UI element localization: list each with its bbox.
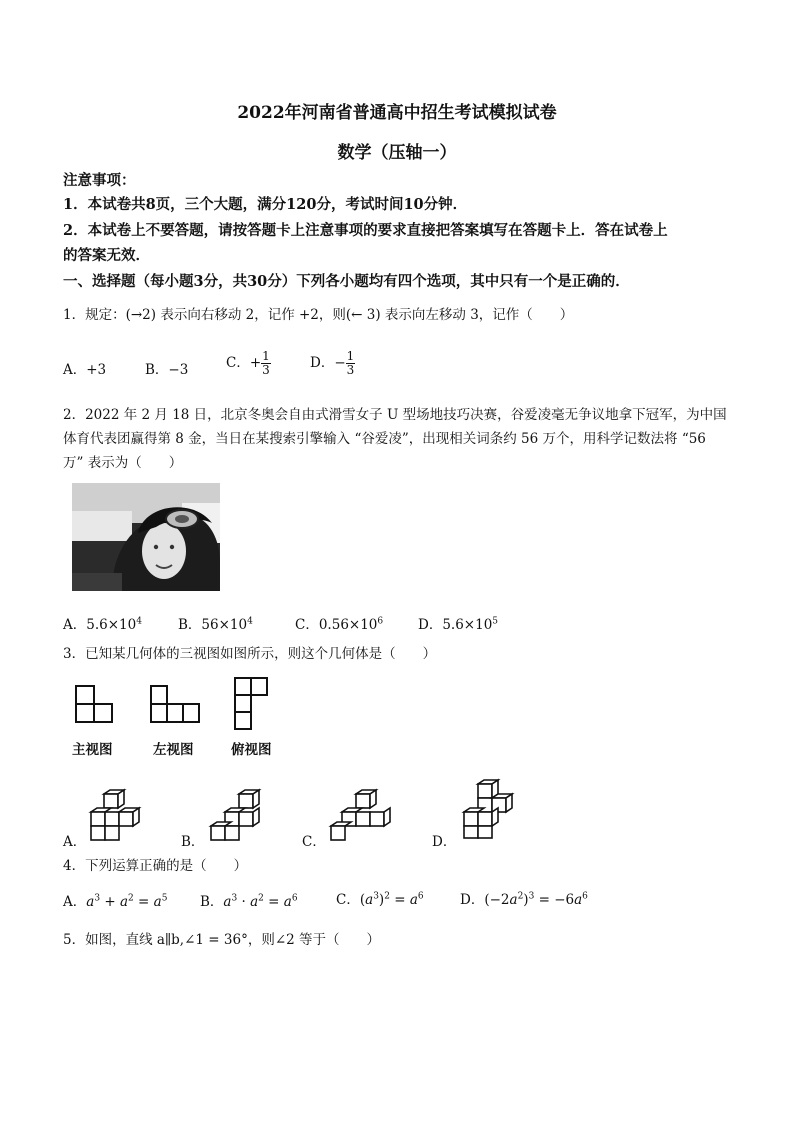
fraction-denominator: 3 bbox=[262, 363, 270, 377]
page-subtitle: 数学（压轴一） bbox=[337, 143, 457, 163]
fraction-denominator: 3 bbox=[346, 363, 355, 377]
q3-option-b-figure bbox=[207, 790, 263, 842]
notice-heading: 注意事项： bbox=[63, 172, 136, 189]
q1-option-d-prefix: D．− bbox=[310, 355, 346, 371]
q1-option-c bbox=[226, 350, 271, 377]
q4-option-d-label: D． bbox=[460, 892, 485, 908]
left-view-label: 左视图 bbox=[153, 742, 194, 758]
front-view-diagram bbox=[74, 684, 114, 724]
q2-option-a bbox=[63, 613, 142, 633]
q4-option-c-label: C． bbox=[336, 892, 360, 908]
question-2-line-3: 万” 表示为（ ） bbox=[63, 455, 183, 471]
q1-option-d-fraction bbox=[346, 350, 356, 377]
q1-option-a: A．+3 bbox=[63, 362, 107, 378]
q3-option-c-label: C． bbox=[302, 834, 326, 850]
skier-photo bbox=[72, 483, 220, 591]
q4-option-b: B．$a^3 \cdot a^2 = a^6$ bbox=[200, 893, 298, 910]
q2-option-b-base: 56×10 bbox=[201, 617, 248, 633]
notice-item-2-line-2: 的答案无效． bbox=[63, 247, 150, 264]
q2-option-a-exponent: 4 bbox=[136, 616, 142, 627]
q2-option-c bbox=[295, 613, 383, 633]
q4-option-a-label: A． bbox=[63, 894, 87, 910]
q4-option-b-label: B． bbox=[200, 894, 224, 910]
q2-option-d-label: D． bbox=[418, 617, 443, 633]
question-3-stem: 3．已知某几何体的三视图如图所示，则这个几何体是（ ） bbox=[63, 646, 437, 662]
fraction-numerator: 1 bbox=[346, 349, 355, 363]
q2-option-c-label: C． bbox=[295, 617, 319, 633]
q2-option-a-base: 5.6×10 bbox=[86, 617, 137, 633]
q2-option-b-exponent: 4 bbox=[247, 616, 253, 627]
q1-option-b: B．−3 bbox=[145, 362, 189, 378]
fraction-numerator: 1 bbox=[262, 349, 270, 363]
q3-option-b-label: B． bbox=[181, 834, 205, 850]
front-view-label: 主视图 bbox=[72, 742, 113, 758]
notice-item-2-line-1: 2．本试卷上不要答题，请按答题卡上注意事项的要求直接把答案填写在答题卡上．答在试卷上 bbox=[63, 222, 668, 239]
q1-option-c-prefix: C．+ bbox=[226, 355, 262, 371]
q2-option-d-base: 5.6×10 bbox=[442, 617, 493, 633]
question-5-stem: 5．如图，直线 a∥b,∠1 = 36°，则∠2 等于（ ） bbox=[63, 932, 381, 948]
q2-option-a-label: A． bbox=[63, 617, 87, 633]
notice-item-1: 1．本试卷共8页，三个大题，满分120分，考试时间10分钟． bbox=[63, 196, 468, 213]
page-title: 2022年河南省普通高中招生考试模拟试卷 bbox=[237, 103, 557, 123]
top-view-diagram bbox=[233, 676, 269, 732]
q3-option-a-label: A． bbox=[63, 834, 87, 850]
q2-option-d bbox=[418, 613, 498, 633]
question-2-line-1: 2．2022 年 2 月 18 日，北京冬奥会自由式滑雪女子 U 型场地技巧决赛，谷爱凌毫无争议地拿下冠军，为中国 bbox=[63, 407, 727, 423]
question-2-line-2: 体育代表团赢得第 8 金，当日在某搜索引擎输入 “谷爱凌”，出现相关词条约 56 万个，用科学记数法将 “56 bbox=[63, 431, 706, 447]
q3-option-a-figure bbox=[90, 790, 142, 842]
q2-option-c-base: 0.56×10 bbox=[318, 617, 378, 633]
q1-option-c-fraction bbox=[261, 350, 271, 377]
q3-option-d-label: D． bbox=[432, 834, 457, 850]
q1-option-d bbox=[310, 350, 355, 377]
q3-option-c-figure bbox=[330, 790, 396, 842]
top-view-label: 俯视图 bbox=[231, 742, 272, 758]
question-1-stem: 1．规定：(→2) 表示向右移动 2，记作 +2，则(← 3) 表示向左移动 3，记作（ ） bbox=[63, 307, 574, 323]
section-1-heading: 一、选择题（每小题3分，共30分）下列各小题均有四个选项，其中只有一个是正确的． bbox=[63, 273, 630, 290]
q3-option-d-figure bbox=[460, 778, 522, 840]
q4-option-c: C．$(a^3)^2 = a^6$ bbox=[336, 891, 424, 908]
q4-option-d: D．$(-2a^2)^3 = -6a^6$ bbox=[460, 891, 588, 908]
left-view-diagram bbox=[149, 684, 203, 724]
q2-option-b bbox=[178, 613, 253, 633]
question-4-stem: 4．下列运算正确的是（ ） bbox=[63, 858, 248, 874]
q2-option-d-exponent: 5 bbox=[492, 616, 499, 627]
q2-option-c-exponent: 6 bbox=[377, 616, 384, 627]
q2-option-b-label: B． bbox=[178, 617, 202, 633]
q4-option-a: A．$a^3 + a^2 = a^5$ bbox=[63, 893, 168, 910]
